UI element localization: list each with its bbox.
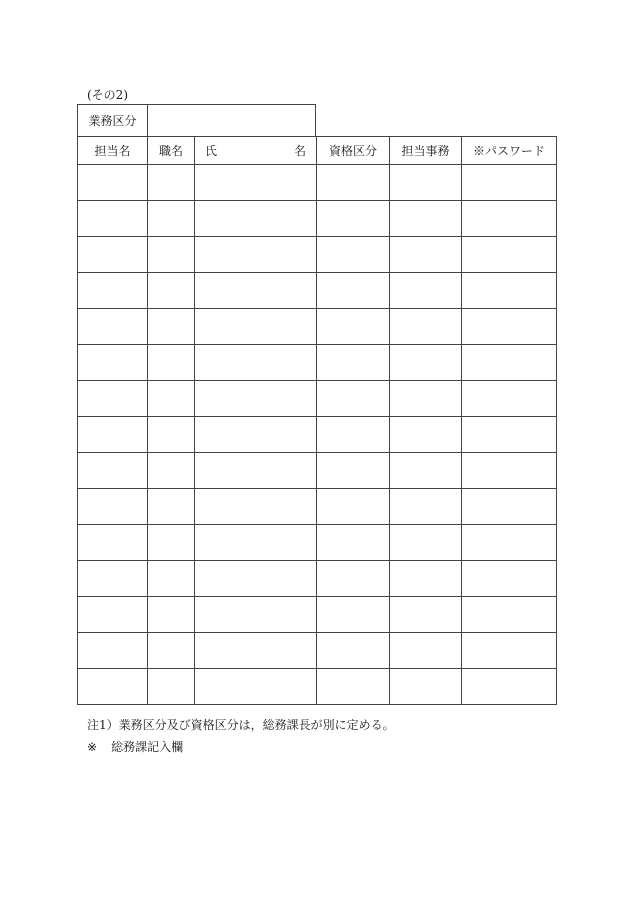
note-2-text: 総務課記入欄 — [111, 740, 184, 754]
header-jimu: 担当事務 — [390, 137, 462, 165]
cell-tantou[interactable] — [78, 525, 148, 561]
cell-tantou[interactable] — [78, 453, 148, 489]
cell-password[interactable] — [462, 237, 557, 273]
cell-jimu[interactable] — [390, 237, 462, 273]
cell-tantou[interactable] — [78, 345, 148, 381]
business-category-label: 業務区分 — [78, 105, 148, 136]
cell-shikaku[interactable] — [317, 345, 390, 381]
cell-name[interactable] — [195, 381, 317, 417]
cell-tantou[interactable] — [78, 201, 148, 237]
cell-shikaku[interactable] — [317, 561, 390, 597]
cell-name[interactable] — [195, 633, 317, 669]
cell-password[interactable] — [462, 201, 557, 237]
header-shokumei: 職名 — [148, 137, 195, 165]
cell-shokumei[interactable] — [148, 525, 195, 561]
header-password: ※パスワード — [462, 137, 557, 165]
cell-shokumei[interactable] — [148, 165, 195, 201]
cell-shokumei[interactable] — [148, 669, 195, 705]
table-row — [78, 417, 557, 453]
cell-jimu[interactable] — [390, 417, 462, 453]
cell-password[interactable] — [462, 453, 557, 489]
note-2-mark: ※ — [87, 740, 98, 754]
table-row — [78, 561, 557, 597]
note-1: 注1）業務区分及び資格区分は，総務課長が別に定める。 — [87, 718, 395, 732]
cell-password[interactable] — [462, 381, 557, 417]
table-row — [78, 633, 557, 669]
cell-name[interactable] — [195, 489, 317, 525]
cell-password[interactable] — [462, 309, 557, 345]
table-row — [78, 453, 557, 489]
cell-shikaku[interactable] — [317, 669, 390, 705]
cell-jimu[interactable] — [390, 201, 462, 237]
cell-jimu[interactable] — [390, 489, 462, 525]
table-header-row — [78, 137, 557, 165]
cell-shikaku[interactable] — [317, 489, 390, 525]
cell-name[interactable] — [195, 417, 317, 453]
cell-shikaku[interactable] — [317, 165, 390, 201]
cell-name[interactable] — [195, 165, 317, 201]
cell-name[interactable] — [195, 201, 317, 237]
cell-jimu[interactable] — [390, 597, 462, 633]
staff-table — [77, 136, 557, 705]
cell-tantou[interactable] — [78, 417, 148, 453]
cell-name[interactable] — [195, 309, 317, 345]
table-row — [78, 597, 557, 633]
cell-shokumei[interactable] — [148, 345, 195, 381]
cell-tantou[interactable] — [78, 597, 148, 633]
business-category-field[interactable] — [148, 105, 315, 136]
cell-shokumei[interactable] — [148, 237, 195, 273]
cell-shikaku[interactable] — [317, 381, 390, 417]
cell-jimu[interactable] — [390, 561, 462, 597]
cell-password[interactable] — [462, 597, 557, 633]
table-row — [78, 669, 557, 705]
cell-name[interactable] — [195, 237, 317, 273]
cell-shikaku[interactable] — [317, 309, 390, 345]
cell-tantou[interactable] — [78, 489, 148, 525]
table-row — [78, 273, 557, 309]
cell-name[interactable] — [195, 669, 317, 705]
cell-tantou[interactable] — [78, 633, 148, 669]
cell-name[interactable] — [195, 561, 317, 597]
cell-jimu[interactable] — [390, 273, 462, 309]
cell-name[interactable] — [195, 453, 317, 489]
business-category-box — [77, 104, 316, 136]
table-row — [78, 489, 557, 525]
cell-jimu[interactable] — [390, 381, 462, 417]
page-label: (その2) — [87, 88, 128, 102]
cell-shikaku[interactable] — [317, 597, 390, 633]
cell-password[interactable] — [462, 561, 557, 597]
cell-jimu[interactable] — [390, 633, 462, 669]
header-shikaku: 資格区分 — [317, 137, 390, 165]
note-2 — [87, 736, 395, 758]
cell-tantou[interactable] — [78, 309, 148, 345]
cell-password[interactable] — [462, 489, 557, 525]
cell-name[interactable] — [195, 525, 317, 561]
cell-jimu[interactable] — [390, 669, 462, 705]
cell-password[interactable] — [462, 345, 557, 381]
cell-shokumei[interactable] — [148, 597, 195, 633]
cell-shokumei[interactable] — [148, 309, 195, 345]
table-row — [78, 381, 557, 417]
cell-shokumei[interactable] — [148, 453, 195, 489]
cell-shikaku[interactable] — [317, 201, 390, 237]
cell-password[interactable] — [462, 633, 557, 669]
cell-password[interactable] — [462, 165, 557, 201]
cell-shikaku[interactable] — [317, 273, 390, 309]
header-name-part1: 氏 — [205, 144, 218, 158]
table-row — [78, 165, 557, 201]
cell-shokumei[interactable] — [148, 273, 195, 309]
cell-name[interactable] — [195, 273, 317, 309]
notes — [87, 714, 395, 758]
cell-jimu[interactable] — [390, 345, 462, 381]
cell-shikaku[interactable] — [317, 237, 390, 273]
header-name-part2: 名 — [293, 144, 306, 158]
header-tantou: 担当名 — [78, 137, 148, 165]
table-row — [78, 309, 557, 345]
table-row — [78, 525, 557, 561]
cell-tantou[interactable] — [78, 381, 148, 417]
cell-jimu[interactable] — [390, 309, 462, 345]
cell-shokumei[interactable] — [148, 201, 195, 237]
header-name — [195, 137, 317, 165]
cell-shokumei[interactable] — [148, 489, 195, 525]
cell-shokumei[interactable] — [148, 381, 195, 417]
cell-password[interactable] — [462, 525, 557, 561]
cell-tantou[interactable] — [78, 237, 148, 273]
cell-jimu[interactable] — [390, 165, 462, 201]
cell-shikaku[interactable] — [317, 633, 390, 669]
cell-name[interactable] — [195, 597, 317, 633]
cell-tantou[interactable] — [78, 165, 148, 201]
cell-shikaku[interactable] — [317, 417, 390, 453]
table-row — [78, 345, 557, 381]
cell-tantou[interactable] — [78, 561, 148, 597]
table-row — [78, 201, 557, 237]
cell-shokumei[interactable] — [148, 561, 195, 597]
cell-shokumei[interactable] — [148, 417, 195, 453]
cell-password[interactable] — [462, 273, 557, 309]
cell-name[interactable] — [195, 345, 317, 381]
cell-tantou[interactable] — [78, 669, 148, 705]
cell-password[interactable] — [462, 669, 557, 705]
table-row — [78, 237, 557, 273]
cell-tantou[interactable] — [78, 273, 148, 309]
cell-shikaku[interactable] — [317, 453, 390, 489]
table-body — [78, 165, 557, 705]
cell-shokumei[interactable] — [148, 633, 195, 669]
cell-shikaku[interactable] — [317, 525, 390, 561]
cell-jimu[interactable] — [390, 525, 462, 561]
cell-jimu[interactable] — [390, 453, 462, 489]
cell-password[interactable] — [462, 417, 557, 453]
